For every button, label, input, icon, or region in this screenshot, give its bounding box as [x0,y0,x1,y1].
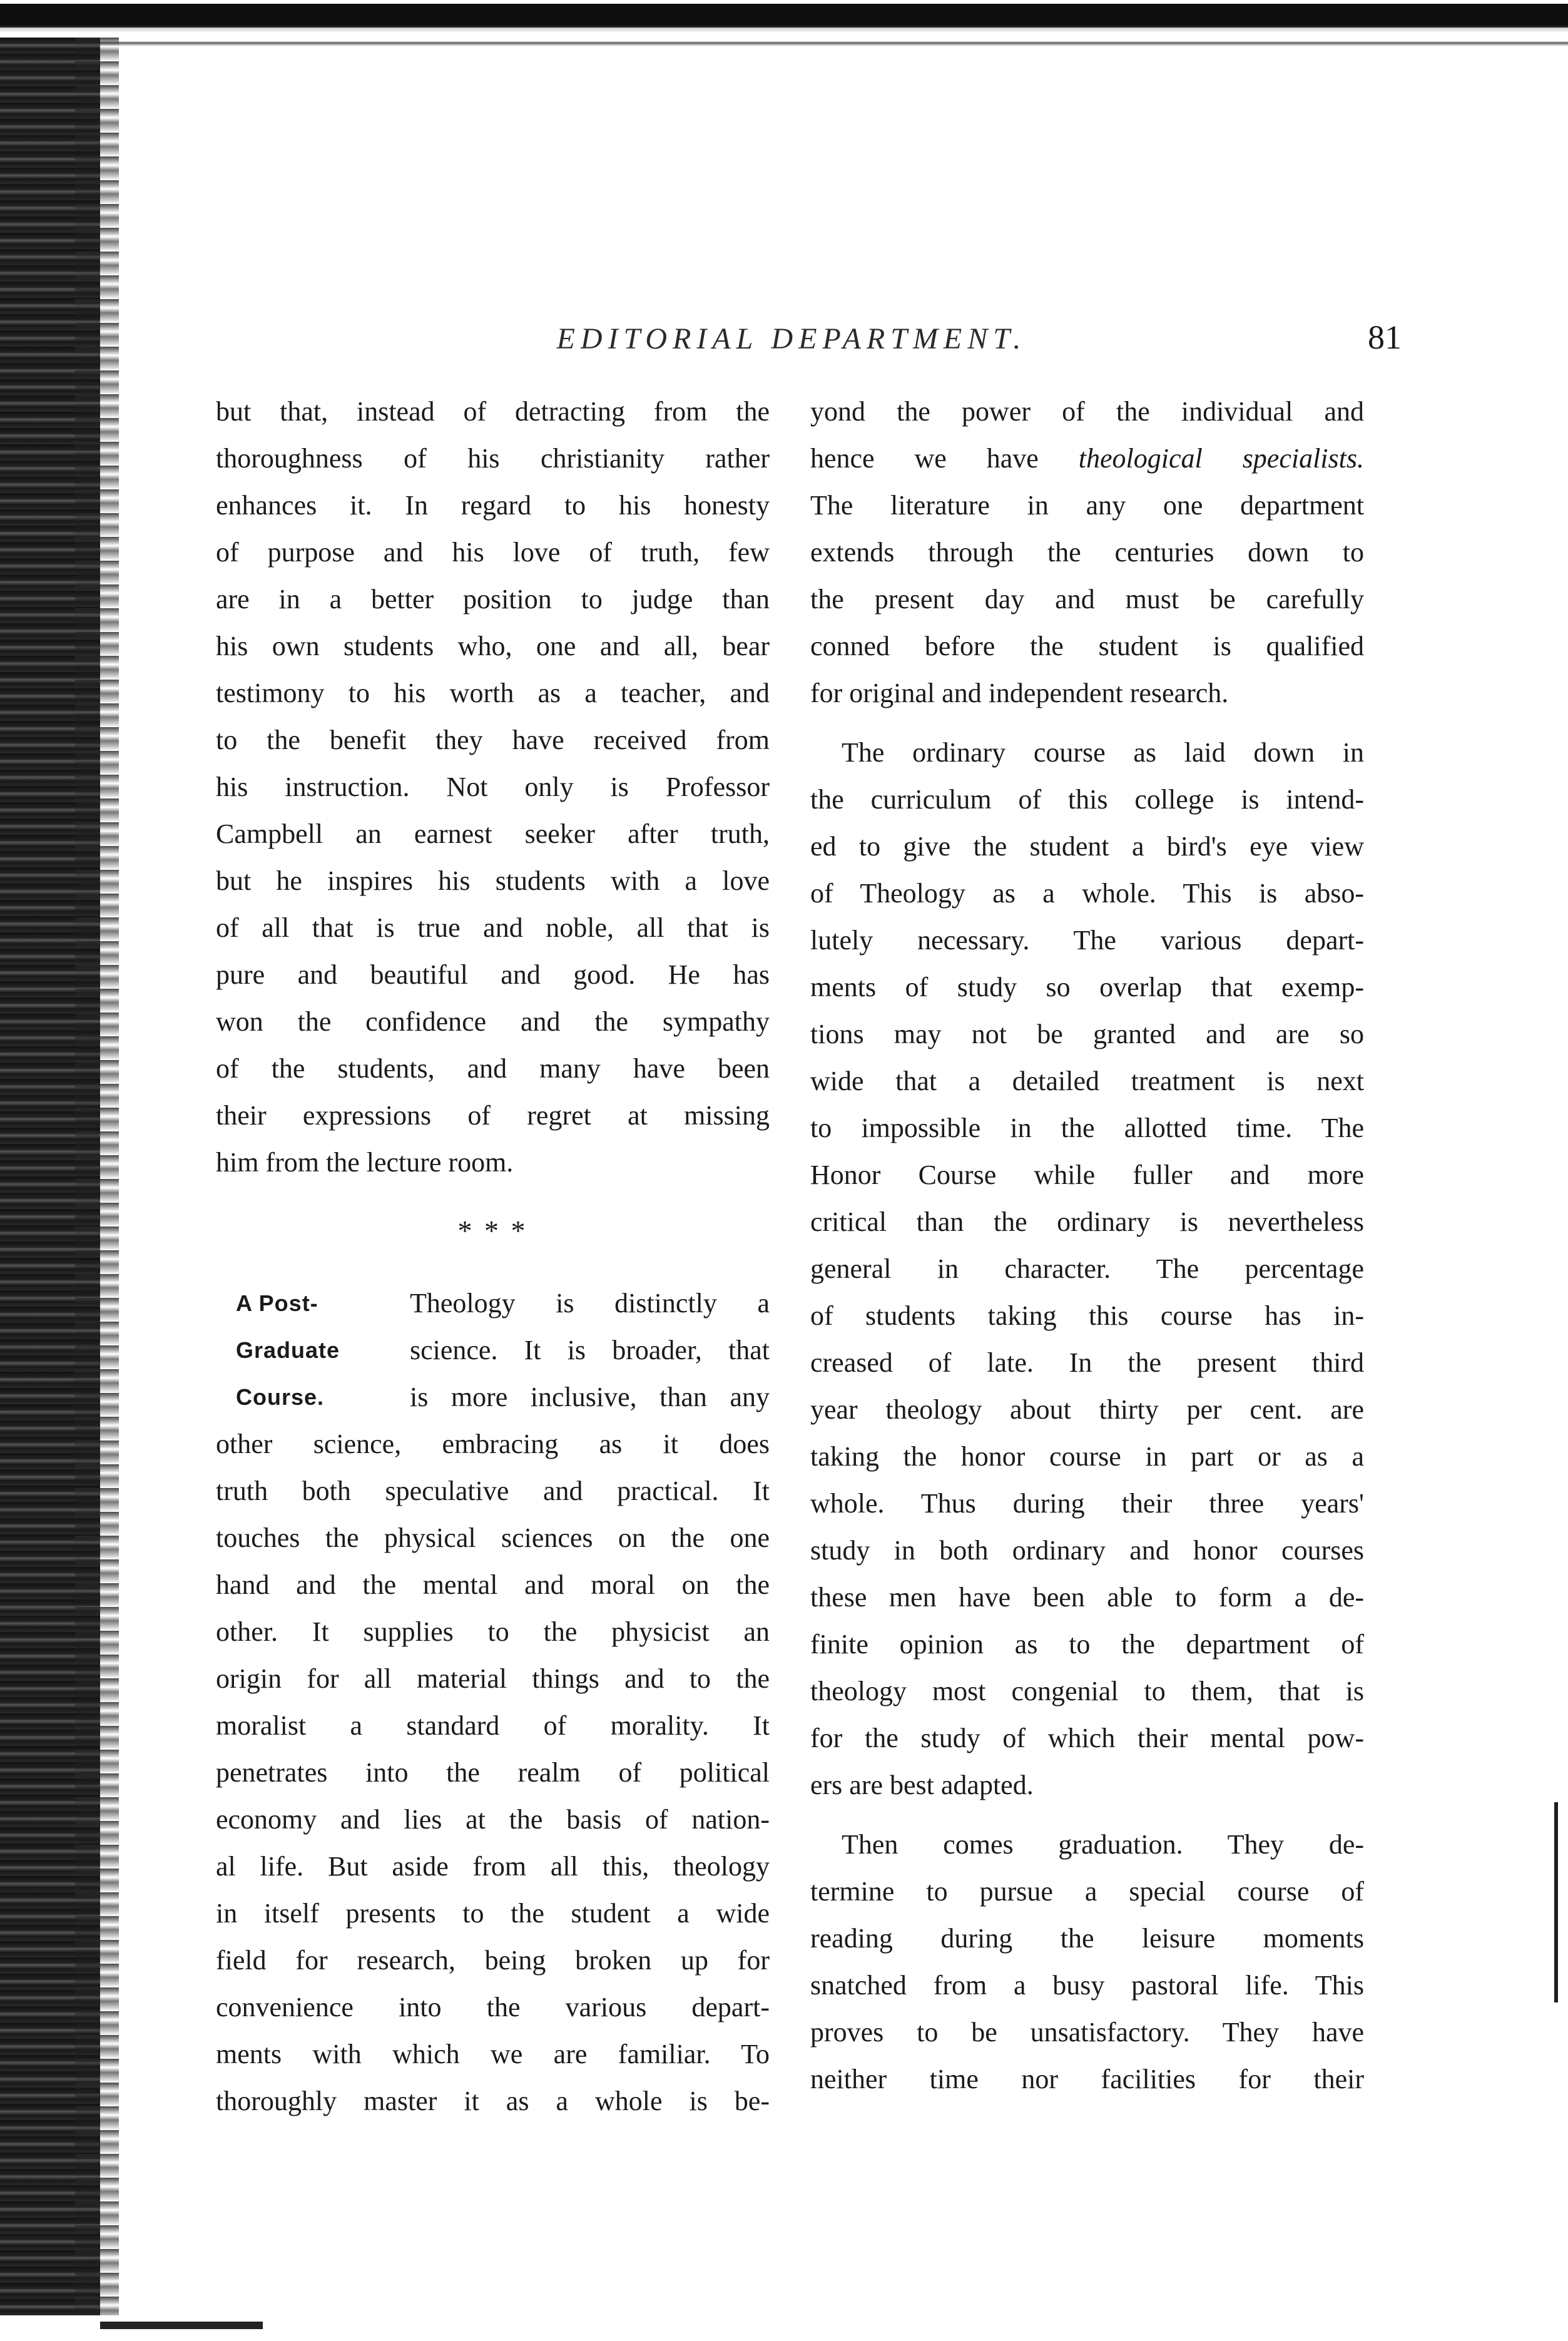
text-line: enhances it. In regard to his honesty [216,490,770,521]
text-line: origin for all material things and to the [216,1663,770,1694]
text-line: the present day and must be carefully [810,584,1364,615]
sidehead-line: Course. [236,1384,325,1410]
text-line: neither time nor facilities for their [810,2064,1364,2094]
text-line: to impossible in the allotted time. The [810,1113,1364,1143]
text-line: won the confidence and the sympathy [216,1006,770,1037]
text-line: al life. But aside from all this, theology [216,1851,770,1882]
sidehead-line: Graduate [236,1337,340,1363]
italic-phrase: theological specialists. [1078,443,1364,474]
text-line: wide that a detailed treatment is next [810,1066,1364,1096]
text-line: study in both ordinary and honor courses [810,1535,1364,1566]
text-line: termine to pursue a special course of [810,1876,1364,1907]
text-line: ments of study so overlap that exemp- [810,972,1364,1002]
text-line: their expressions of regret at missing [216,1100,770,1131]
text-line: finite opinion as to the department of [810,1629,1364,1660]
text-line: taking the honor course in part or as a [810,1441,1364,1472]
scan-top-shadow [0,28,1568,53]
text-line: conned before the student is qualified [810,631,1364,661]
text-line: general in character. The percentage [810,1253,1364,1284]
text-line: reading during the leisure moments [810,1923,1364,1954]
text-line: lutely necessary. The various depart- [810,925,1364,956]
text-line: his own students who, one and all, bear [216,631,770,661]
text-line: convenience into the various depart- [216,1992,770,2022]
text-line: ments with which we are familiar. To [216,2039,770,2069]
text-line: critical than the ordinary is nevertheless [810,1206,1364,1237]
text-line: the curriculum of this college is intend- [810,784,1364,815]
text-line: economy and lies at the basis of nation- [216,1804,770,1835]
text-line: pure and beautiful and good. He has [216,959,770,990]
text-line: these men have been able to form a de- [810,1582,1364,1613]
text-line: moralist a standard of morality. It [216,1710,770,1741]
text-line: is more inclusive, than any [410,1382,770,1412]
text-line: extends through the centuries down to [810,537,1364,568]
text-span: hence we have [810,443,1039,474]
text-line: penetrates into the realm of political [216,1757,770,1788]
text-line: but that, instead of detracting from the [216,396,770,427]
text-line: of students taking this course has in- [810,1300,1364,1331]
section-separator [216,1186,770,1280]
paragraph-gap [810,717,1364,729]
running-head: EDITORIAL DEPARTMENT. [556,322,1027,355]
page-number: 81 [1368,319,1402,356]
text-line: of purpose and his love of truth, few [216,537,770,568]
sidehead-row [216,1374,770,1420]
text-line: year theology about thirty per cent. are [810,1394,1364,1425]
text-line: ed to give the student a bird's eye view [810,831,1364,862]
text-line: The ordinary course as laid down in [842,737,1364,768]
text-line: yond the power of the individual and [810,396,1364,427]
text-line: of all that is true and noble, all that is [216,912,770,943]
asterism-icon: * * * [457,1215,528,1247]
text-line: creased of late. In the present third [810,1347,1364,1378]
text-line: his instruction. Not only is Professor [216,772,770,802]
text-line: Campbell an earnest seeker after truth, [216,819,770,849]
text-line: whole. Thus during their three years' [810,1488,1364,1519]
text-line: to the benefit they have received from [216,725,770,755]
text-line: Theology is distinctly a [410,1288,770,1318]
text-line: of Theology as a whole. This is abso- [810,878,1364,909]
text-line: but he inspires his students with a love [216,865,770,896]
text-line: theology most congenial to them, that is [810,1676,1364,1706]
text-line: snatched from a busy pastoral life. This [810,1970,1364,2001]
text-line: truth both speculative and practical. It [216,1476,770,1506]
text-line: Honor Course while fuller and more [810,1160,1364,1190]
text-line: ers are best adapted. [810,1770,1034,1800]
text-line: for the study of which their mental pow- [810,1723,1364,1753]
text-line: field for research, being broken up for [216,1945,770,1976]
text-line: Then comes graduation. They de- [842,1829,1364,1860]
sidehead-row [216,1327,770,1374]
sidehead-line: A Post- [236,1290,318,1316]
text-line: thoroughly master it as a whole is be- [216,2086,770,2116]
text-line: are in a better position to judge than [216,584,770,615]
text-line: of the students, and many have been [216,1053,770,1084]
right-column [810,388,1364,2103]
scan-right-edge-mark [1554,1802,1558,2002]
page-header [181,313,1402,369]
text-line: tions may not be granted and are so [810,1019,1364,1049]
sidehead-row [216,1280,770,1327]
text-line: science. It is broader, that [410,1335,770,1365]
left-column [216,388,770,2124]
text-line: other. It supplies to the physicist an [216,1616,770,1647]
paragraph-gap [810,1808,1364,1821]
text-line: proves to be unsatisfactory. They have [810,2017,1364,2048]
text-line-with-italic [810,435,1364,482]
text-line: him from the lecture room. [216,1147,514,1178]
text-line: The literature in any one department [810,490,1364,521]
text-line: testimony to his worth as a teacher, and [216,678,770,708]
text-line: touches the physical sciences on the one [216,1522,770,1553]
text-line: for original and independent research. [810,678,1229,708]
scan-bottom-mark [100,2322,263,2329]
text-line: hand and the mental and moral on the [216,1569,770,1600]
scan-left-edge-noise [75,38,119,2315]
text-line: thoroughness of his christianity rather [216,443,770,474]
text-line: other science, embracing as it does [216,1429,770,1459]
text-line: in itself presents to the student a wide [216,1898,770,1929]
